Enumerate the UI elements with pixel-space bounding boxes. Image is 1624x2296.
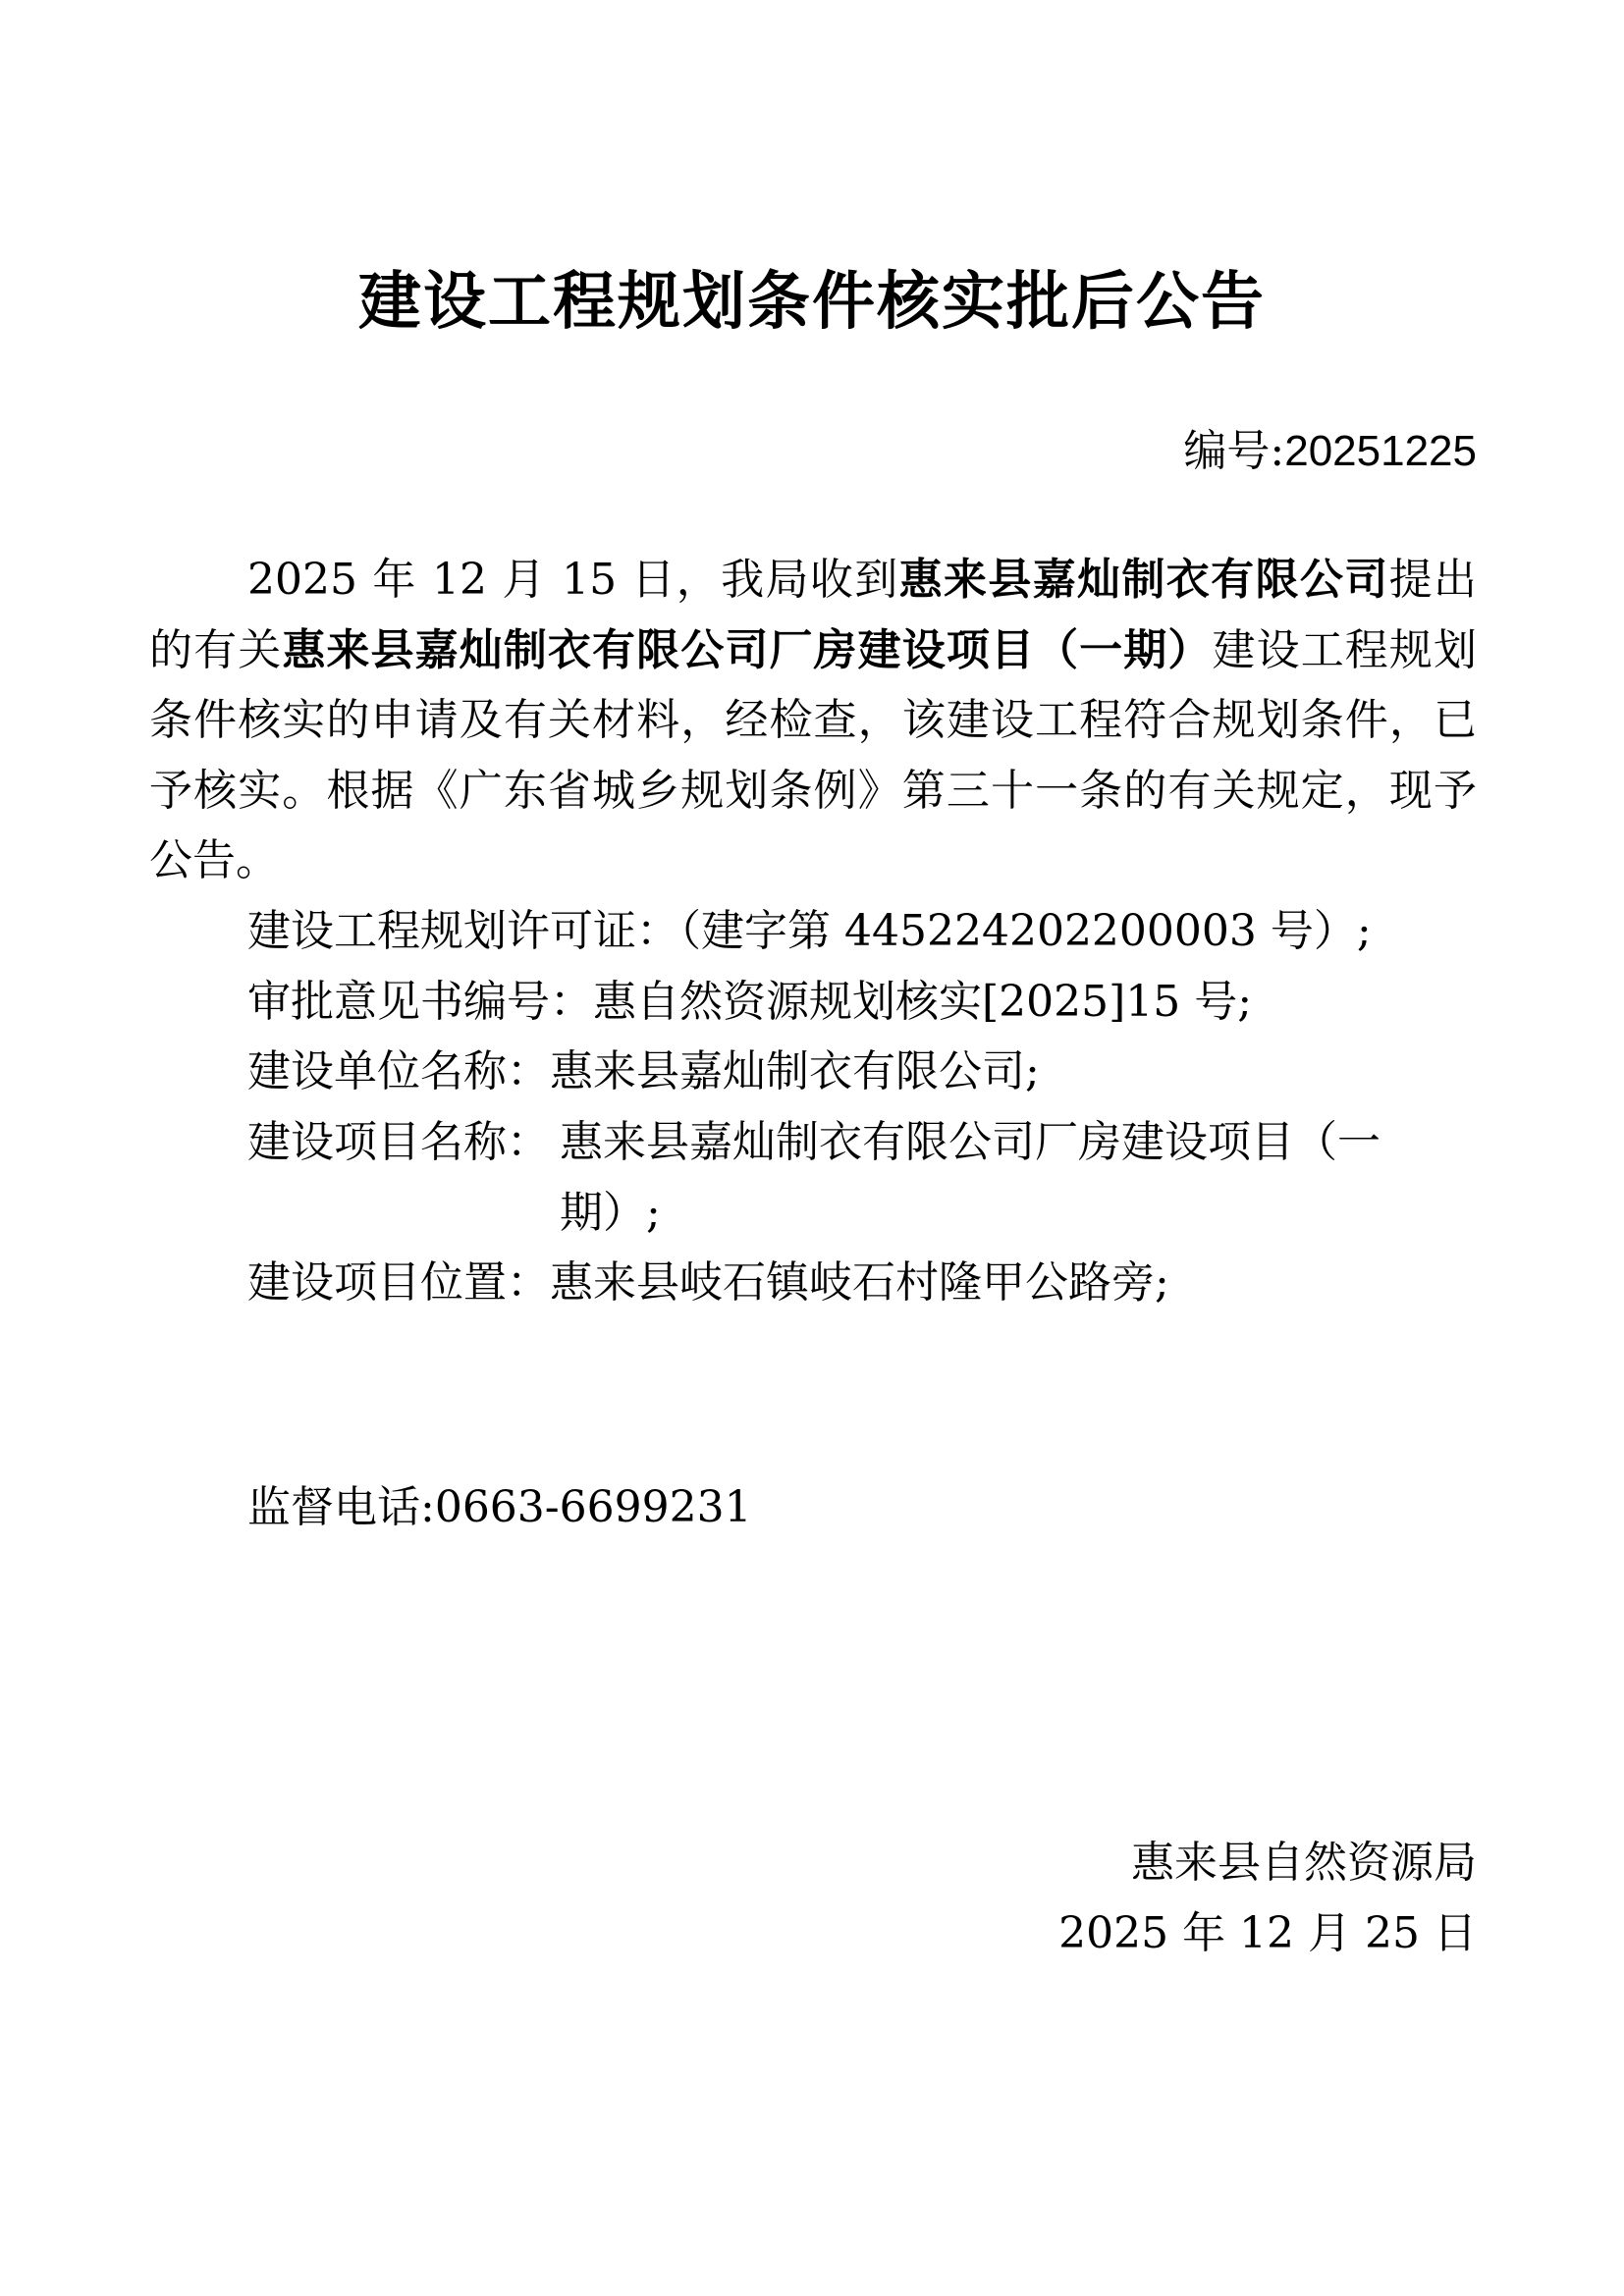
document-title: 建设工程规划条件核实批后公告	[358, 266, 1266, 339]
document-number	[1183, 424, 1477, 479]
construction-unit-field: 建设单位名称：惠来县嘉灿制衣有限公司;	[247, 1046, 1040, 1096]
document-number-value: 20251225	[1284, 427, 1477, 475]
applicant-name: 惠来县嘉灿制衣有限公司	[898, 555, 1389, 605]
project-location-field: 建设项目位置：惠来县岐石镇岐石村隆甲公路旁;	[247, 1257, 1169, 1308]
document-number-label: 编号:	[1183, 426, 1285, 476]
project-name-bold: 惠来县嘉灿制衣有限公司厂房建设项目（一期）	[282, 624, 1213, 675]
project-name-label: 建设项目名称：	[247, 1117, 550, 1167]
body-text-part3: 建设工程规划条件核实的申请及有关材料，经检查，该建设工程符合规划条件，已予核实。根据《广东省城乡规划条例》第三十一条的有关规定，现予公告。	[149, 624, 1478, 886]
permit-number-field: 建设工程规划许可证：（建字第 445224202200003 号）;	[247, 906, 1372, 956]
project-name-value: 惠来县嘉灿制衣有限公司厂房建设项目（一期）;	[560, 1117, 1380, 1238]
project-name-field	[247, 1107, 1477, 1248]
issue-date: 2025 年 12 月 25 日	[1058, 1908, 1477, 1958]
announcement-body	[149, 545, 1477, 896]
body-text-part2: 提出的有关	[149, 555, 1478, 675]
body-text-part1: 2025 年 12 月 15 日，我局收到	[247, 555, 899, 605]
issuing-organization: 惠来县自然资源局	[1131, 1838, 1477, 1888]
approval-number-field: 审批意见书编号：惠自然资源规划核实[2025]15 号;	[247, 977, 1253, 1027]
supervision-phone: 监督电话:0663-6699231	[247, 1482, 752, 1532]
